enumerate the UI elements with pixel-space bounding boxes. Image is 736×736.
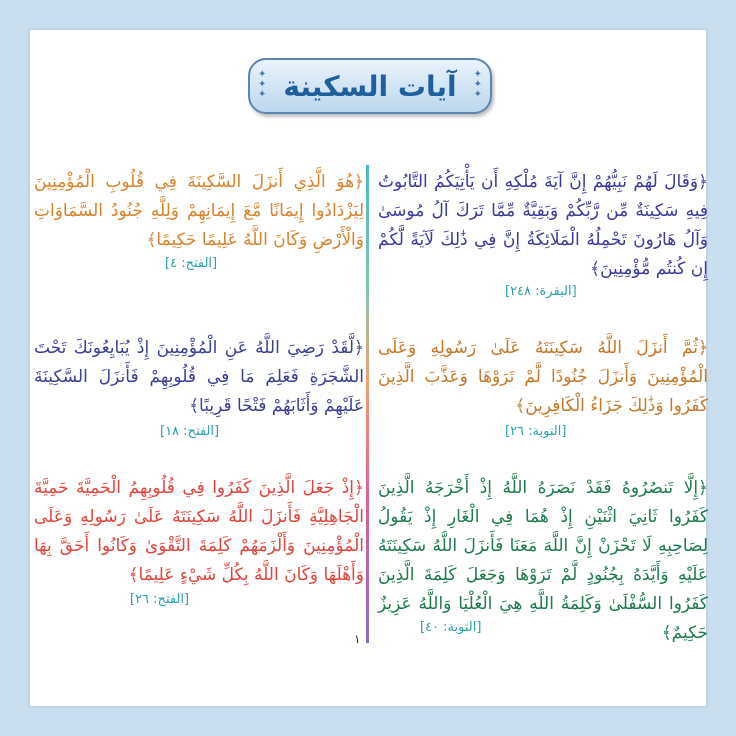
verse-reference: [التوبة: ٤٠] [420, 620, 482, 635]
verse-reference: [البقرة: ٢٤٨] [505, 284, 577, 299]
verse-reference: [الفتح: ١٨] [160, 424, 220, 439]
verse-reference: [الفتح: ٢٦] [130, 592, 190, 607]
center-divider [366, 165, 369, 643]
verse-reference: [التوبة: ٢٦] [505, 424, 567, 439]
verse-reference: [الفتح: ٤] [165, 256, 218, 271]
verse-fath-18: ﴿لَّقَدْ رَضِيَ اللَّهُ عَنِ الْمُؤْمِنِينَ إِذْ يُبَايِعُونَكَ تَحْتَ الشَّجَرَةِ فَعَلِمَ مَا فِي قُلُوبِهِمْ فَأَنزَلَ السَّكِينَةَ عَلَيْهِمْ وَأَثَابَهُمْ فَتْحًا قَرِيبًا﴾ [34, 338, 364, 416]
verse-tawbah-40: ﴿إِلَّا تَنصُرُوهُ فَقَدْ نَصَرَهُ اللَّهُ إِذْ أَخْرَجَهُ الَّذِينَ كَفَرُوا ثَانِيَ اثْنَيْنِ إِذْ هُمَا فِي الْغَارِ إِذْ يَقُولُ لِصَاحِبِهِ لَا تَحْزَنْ إِنَّ اللَّهَ مَعَنَا فَأَنزَلَ اللَّهُ سَكِينَتَهُ عَلَيْهِ وَأَيَّدَهُ بِجُنُودٍ لَّمْ تَرَوْهَا وَجَعَلَ كَلِمَةَ الَّذِينَ كَفَرُوا السُّفْلَىٰ وَكَلِمَةُ اللَّهِ هِيَ الْعُلْيَا وَاللَّهُ عَزِيزٌ حَكِيمٌ﴾ [378, 478, 708, 643]
star-ornament-icon: ✦ ✦ ✦ [258, 69, 267, 100]
verse-baqarah-248: ﴿وَقَالَ لَهُمْ نَبِيُّهُمْ إِنَّ آيَةَ مُلْكِهِ أَن يَأْتِيَكُمُ التَّابُوتُ فِيهِ سَكِينَةٌ مِّن رَّبِّكُمْ وَبَقِيَّةٌ مِّمَّا تَرَكَ آلُ مُوسَىٰ وَآلُ هَارُونَ تَحْمِلُهُ الْمَلَائِكَةُ إِنَّ فِي ذَٰلِكَ لَآيَةً لَّكُمْ إِن كُنتُم مُّؤْمِنِينَ﴾ [378, 172, 708, 279]
verse-fath-26: ﴿إِذْ جَعَلَ الَّذِينَ كَفَرُوا فِي قُلُوبِهِمُ الْحَمِيَّةَ حَمِيَّةَ الْجَاهِلِيَّةِ فَأَنزَلَ اللَّهُ سَكِينَتَهُ عَلَىٰ رَسُولِهِ وَعَلَى الْمُؤْمِنِينَ وَأَلْزَمَهُمْ كَلِمَةَ التَّقْوَىٰ وَكَانُوا أَحَقَّ بِهَا وَأَهْلَهَا وَكَانَ اللَّهُ بِكُلِّ شَيْءٍ عَلِيمًا﴾ [34, 478, 364, 585]
page-number: ١ [354, 632, 361, 646]
verse-tawbah-26: ﴿ثُمَّ أَنزَلَ اللَّهُ سَكِينَتَهُ عَلَىٰ رَسُولِهِ وَعَلَى الْمُؤْمِنِينَ وَأَنزَلَ جُنُودًا لَّمْ تَرَوْهَا وَعَذَّبَ الَّذِينَ كَفَرُوا وَذَٰلِكَ جَزَاءُ الْكَافِرِينَ﴾ [378, 338, 708, 416]
page-title: آيات السكينة [283, 69, 457, 103]
title-banner [248, 58, 492, 114]
verse-fath-4: ﴿هُوَ الَّذِي أَنزَلَ السَّكِينَةَ فِي قُلُوبِ الْمُؤْمِنِينَ لِيَزْدَادُوا إِيمَانًا مَّعَ إِيمَانِهِمْ وَلِلَّهِ جُنُودُ السَّمَاوَاتِ وَالْأَرْضِ وَكَانَ اللَّهُ عَلِيمًا حَكِيمًا﴾ [34, 172, 364, 250]
star-ornament-icon: ✦ ✦ ✦ [473, 69, 482, 100]
